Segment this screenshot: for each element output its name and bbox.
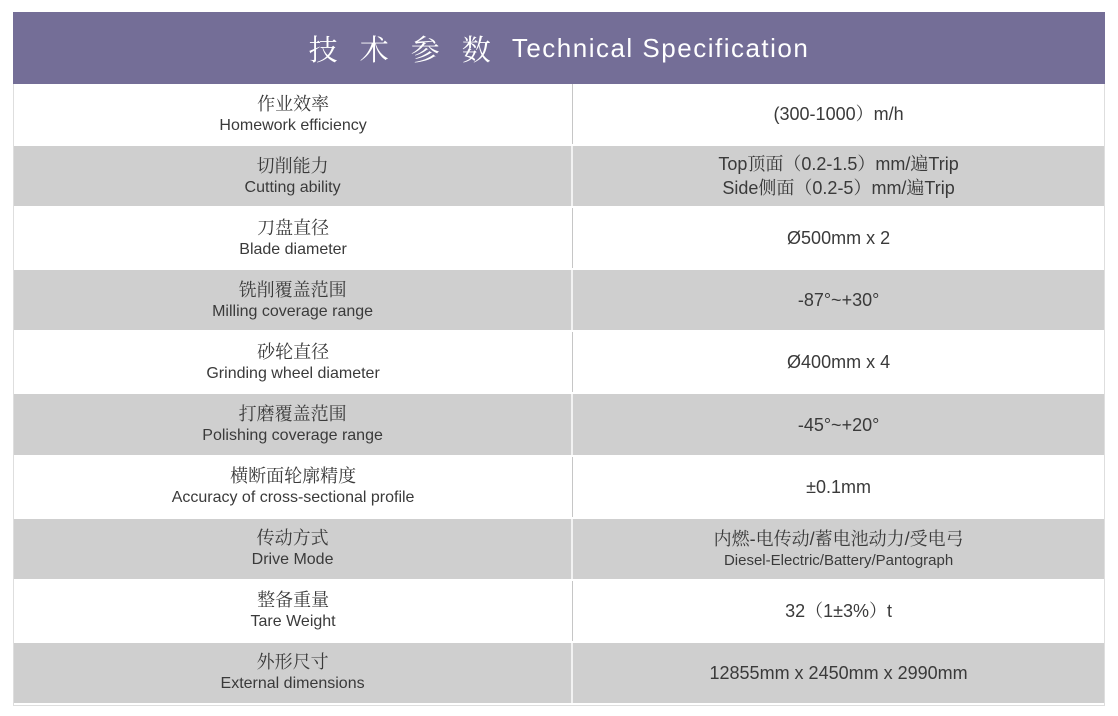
row-value-cell bbox=[573, 270, 1104, 330]
row-label-en: Tare Weight bbox=[250, 613, 336, 631]
row-value: ±0.1mm bbox=[806, 476, 872, 497]
row-label-cell bbox=[14, 208, 573, 268]
row-label-en: Milling coverage range bbox=[212, 302, 374, 320]
table-row bbox=[14, 332, 1104, 392]
table-row bbox=[14, 581, 1104, 641]
row-value: -45°~+20° bbox=[797, 414, 880, 435]
row-label-zh: 刀盘直径 bbox=[257, 217, 330, 238]
row-label-en: Blade diameter bbox=[239, 240, 347, 258]
row-value: (300-1000）m/h bbox=[773, 104, 904, 125]
row-label-zh: 铣削覆盖范围 bbox=[238, 279, 347, 300]
spec-table bbox=[13, 12, 1105, 706]
table-body bbox=[13, 84, 1105, 706]
table-row bbox=[14, 392, 1104, 456]
row-value-line2: Diesel-Electric/Battery/Pantograph bbox=[723, 552, 954, 570]
table-row bbox=[14, 144, 1104, 208]
row-value-line2: Side侧面（0.2-5）mm/遍Trip bbox=[722, 178, 955, 199]
row-label-cell bbox=[14, 581, 573, 641]
row-value-cell bbox=[573, 84, 1104, 144]
row-label-cell bbox=[14, 643, 573, 703]
row-label-zh: 打磨覆盖范围 bbox=[238, 404, 347, 425]
row-label-zh: 外形尺寸 bbox=[256, 652, 329, 673]
row-value-cell bbox=[573, 394, 1104, 454]
row-value-cell bbox=[573, 519, 1104, 579]
row-value: -87°~+30° bbox=[797, 290, 880, 311]
row-label-cell bbox=[14, 84, 573, 144]
row-label-zh: 砂轮直径 bbox=[257, 341, 330, 362]
row-value: 32（1±3%）t bbox=[785, 600, 893, 621]
table-header bbox=[13, 12, 1105, 84]
row-label-en: Homework efficiency bbox=[219, 116, 367, 134]
row-value-cell bbox=[573, 146, 1104, 206]
row-value-cell bbox=[573, 208, 1104, 268]
row-value: Top顶面（0.2-1.5）mm/遍Trip bbox=[718, 154, 959, 175]
row-label-en: Accuracy of cross-sectional profile bbox=[171, 489, 415, 507]
row-label-zh: 作业效率 bbox=[257, 93, 330, 114]
header-title-en: Technical Specification bbox=[511, 32, 810, 63]
row-value-cell bbox=[573, 332, 1104, 392]
row-label-en: External dimensions bbox=[220, 675, 365, 693]
table-row bbox=[14, 84, 1104, 144]
row-label-en: Grinding wheel diameter bbox=[206, 364, 380, 382]
row-label-zh: 切削能力 bbox=[256, 155, 329, 176]
table-row bbox=[14, 457, 1104, 517]
header-title-zh: 技 术 参 数 bbox=[308, 34, 498, 67]
row-label-zh: 横断面轮廓精度 bbox=[230, 466, 357, 487]
row-label-zh: 整备重量 bbox=[257, 590, 330, 611]
row-label-cell bbox=[14, 457, 573, 517]
row-label-en: Polishing coverage range bbox=[202, 427, 383, 445]
row-value: 12855mm x 2450mm x 2990mm bbox=[709, 662, 968, 683]
row-label-cell bbox=[14, 394, 573, 454]
row-value-cell bbox=[573, 643, 1104, 703]
row-label-cell bbox=[14, 146, 573, 206]
row-label-zh: 传动方式 bbox=[256, 528, 329, 549]
table-row bbox=[14, 517, 1104, 581]
table-row bbox=[14, 268, 1104, 332]
row-label-cell bbox=[14, 270, 573, 330]
row-value: 内燃-电传动/蓄电池动力/受电弓 bbox=[713, 529, 964, 550]
row-value-cell bbox=[573, 581, 1104, 641]
row-label-cell bbox=[14, 519, 573, 579]
row-value: Ø500mm x 2 bbox=[787, 228, 891, 249]
table-row bbox=[14, 208, 1104, 268]
table-row bbox=[14, 641, 1104, 705]
row-label-cell bbox=[14, 332, 573, 392]
row-value-cell bbox=[573, 457, 1104, 517]
row-label-en: Drive Mode bbox=[251, 551, 334, 569]
row-value: Ø400mm x 4 bbox=[787, 352, 891, 373]
row-label-en: Cutting ability bbox=[244, 178, 341, 196]
